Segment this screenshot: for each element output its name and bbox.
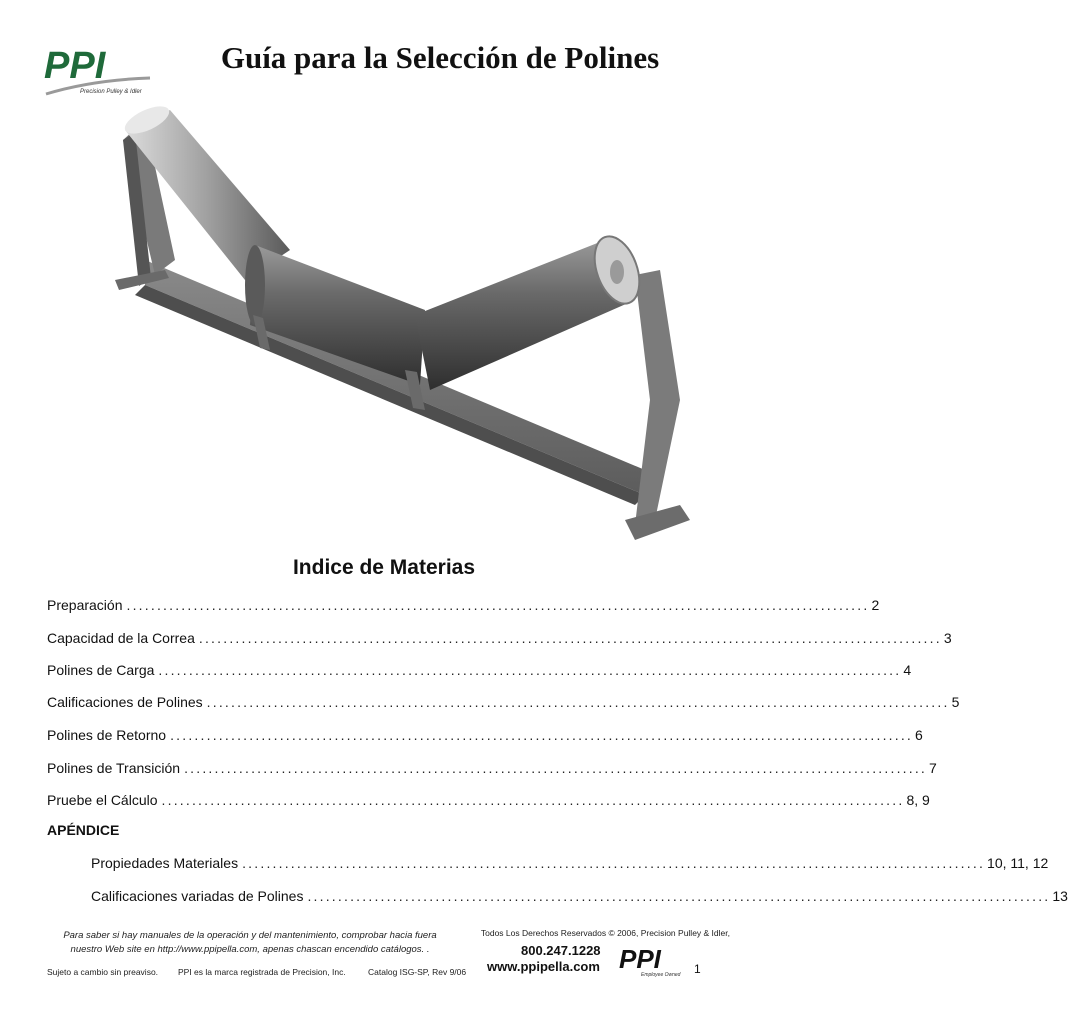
- logo-tagline: Precision Pulley & Idler: [80, 89, 142, 95]
- copyright-text: Todos Los Derechos Reservados © 2006, Precision Pulley & Idler,: [480, 928, 730, 938]
- appendix-entry-label: Propiedades Materiales: [91, 855, 239, 871]
- troughing-idler-illustration: [95, 100, 695, 560]
- leader-dots: ..........................................................................................................................: [198, 630, 942, 646]
- toc-entry: [47, 694, 960, 710]
- page-number: 1: [694, 962, 701, 976]
- toc-entry: [47, 760, 937, 776]
- leader-dots: ..........................................................................................................................: [184, 760, 928, 776]
- leader-dots: ..........................................................................................................................: [170, 727, 914, 743]
- toc-entry-label: Polines de Transición: [47, 760, 181, 776]
- footer-note: [30, 929, 470, 957]
- logo-letters: PPI: [44, 45, 106, 87]
- ppi-logo: [42, 44, 154, 104]
- toc-entry-page: 3: [943, 630, 952, 646]
- leader-dots: ..........................................................................................................................: [307, 888, 1051, 904]
- phone-number: 800.247.1228: [521, 943, 601, 958]
- leader-dots: ..........................................................................................................................: [161, 792, 905, 808]
- trademark-text: PPI es la marca registrada de Precision, Inc.: [178, 967, 346, 977]
- leader-dots: ..........................................................................................................................: [126, 597, 870, 613]
- appendix-entry-page: 13: [1052, 888, 1068, 904]
- toc-entry: [47, 792, 930, 808]
- catalog-number: Catalog ISG-SP, Rev 9/06: [368, 967, 467, 977]
- toc-entry-page: 2: [871, 597, 880, 613]
- toc-entry-label: Calificaciones de Polines: [47, 694, 203, 710]
- leader-dots: ..........................................................................................................................: [206, 694, 950, 710]
- toc-title: Indice de Materias: [292, 556, 476, 579]
- toc-entry-label: Polines de Retorno: [47, 727, 167, 743]
- toc-entry: [47, 597, 880, 613]
- toc-entry-page: 6: [915, 727, 923, 743]
- toc-entry-page: 5: [951, 694, 960, 710]
- toc-entry-page: 4: [903, 662, 912, 678]
- subject-to-change: Sujeto a cambio sin preaviso.: [47, 967, 159, 977]
- website-link[interactable]: www.ppipella.com: [487, 959, 600, 974]
- footer-logo-letters: PPI: [619, 944, 661, 974]
- page-title: Guía para la Selección de Polines: [220, 40, 660, 75]
- toc-entry-label: Capacidad de la Correa: [47, 630, 195, 646]
- appendix-entry: [91, 888, 1068, 904]
- toc-entry-label: Polines de Carga: [47, 662, 155, 678]
- toc-entry-page: 7: [929, 760, 937, 776]
- appendix-entry: [91, 855, 1049, 871]
- leader-dots: ..........................................................................................................................: [242, 855, 986, 871]
- toc-entry: [47, 630, 952, 646]
- ppi-footer-logo: [617, 944, 679, 978]
- appendix-heading: APÉNDICE: [47, 822, 120, 838]
- footer-note-line-2: nuestro Web site en http://www.ppipella.com, apenas chascan encendido catálogos. .: [70, 944, 430, 955]
- toc-entry-label: Pruebe el Cálculo: [47, 792, 158, 808]
- toc-entry-label: Preparación: [47, 597, 123, 613]
- footer-note-line-1: Para saber si hay manuales de la operación y del mantenimiento, comprobar hacia fuera: [63, 930, 437, 941]
- appendix-entry-label: Calificaciones variadas de Polines: [91, 888, 304, 904]
- footer-logo-tagline: Employee Owned: [641, 972, 681, 978]
- toc-entry: [47, 727, 923, 743]
- toc-entry: [47, 662, 912, 678]
- appendix-entry-page: 10, 11, 12: [987, 855, 1049, 871]
- leader-dots: ..........................................................................................................................: [158, 662, 902, 678]
- toc-entry-page: 8, 9: [906, 792, 930, 808]
